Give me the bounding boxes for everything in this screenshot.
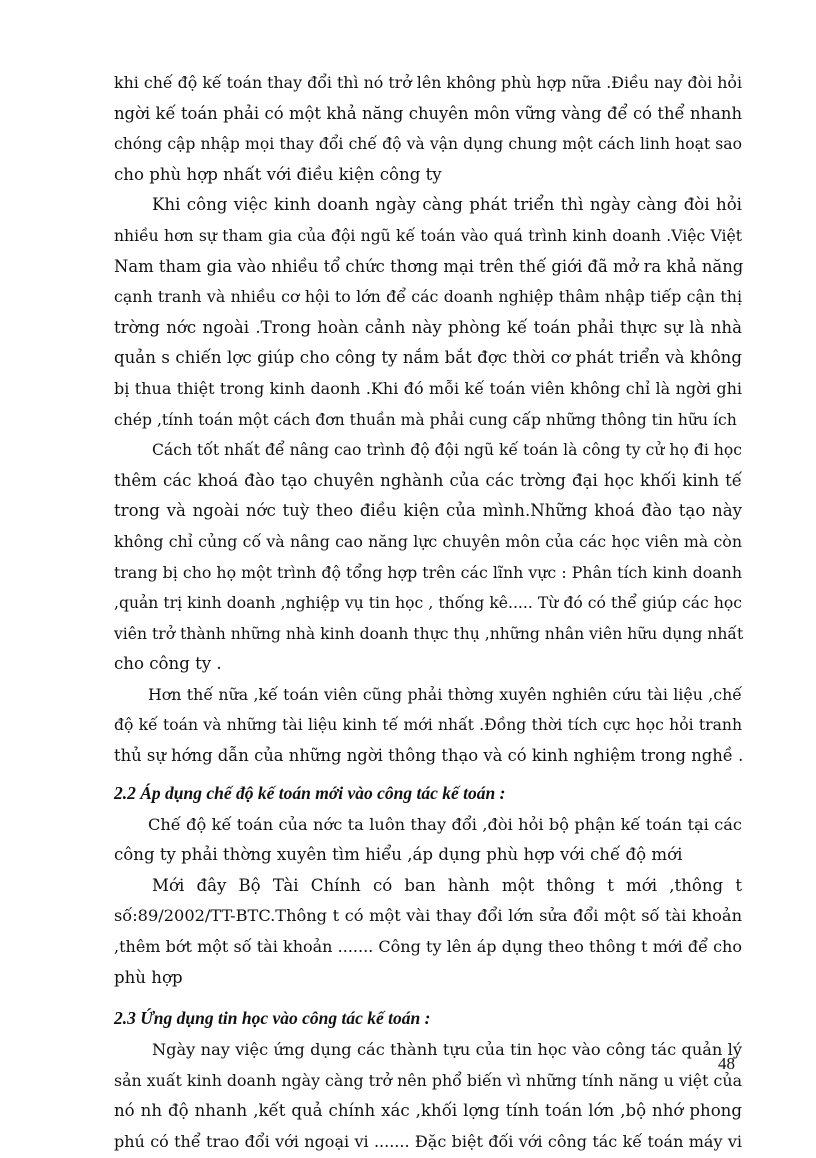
paragraph: [114, 810, 742, 871]
text-line: Cách tốt nhất để nâng cao trình độ đội ngũ kế toán là công ty cử họ đi học: [152, 441, 742, 460]
text-line: trang bị cho họ một trình độ tổng hợp trên các lĩnh vực : Phân tích kinh doanh: [114, 562, 742, 582]
text-line: ,thêm bớt một số tài khoản ....... Công ty lên áp dụng theo thông t mới để cho: [114, 937, 742, 957]
text-line: độ kế toán và những tài liệu kinh tế mới nhất .Đồng thời tích cực học hỏi tranh: [114, 716, 742, 735]
section-heading: 2.2 Áp dụng chế độ kế toán mới vào công tác kế toán :: [114, 782, 506, 803]
text-line: Chế độ kế toán của nớc ta luôn thay đổi ,đòi hỏi bộ phận kế toán tại các: [148, 814, 742, 834]
text-line: khi chế độ kế toán thay đổi thì nó trở lên không phù hợp nữa .Điều nay đòi hỏi: [114, 73, 742, 92]
paragraph: [114, 680, 742, 772]
text-line: trờng nớc ngoài .Trong hoàn cảnh này phòng kế toán phải thực sự là nhà: [114, 317, 742, 337]
text-line: Khi công việc kinh doanh ngày càng phát triển thì ngày càng đòi hỏi: [152, 195, 742, 215]
text-line: viên trở thành những nhà kinh doanh thực thụ ,những nhân viên hữu dụng nhất: [114, 624, 744, 643]
paragraph: [114, 871, 742, 993]
text-line: cạnh tranh và nhiều cơ hội to lớn để các doanh nghiệp thâm nhập tiếp cận thị: [114, 287, 742, 307]
text-line: thêm các khoá đào tạo chuyên nghành của các trờng đại học khối kinh tế: [114, 470, 742, 490]
text-line: công ty phải thờng xuyên tìm hiểu ,áp dụng phù hợp với chế độ mới: [114, 845, 683, 865]
page-number: 48: [718, 1054, 735, 1073]
paragraph: [114, 435, 742, 680]
text-line: Mới đây Bộ Tài Chính có ban hành một thông t mới ,thông t: [152, 875, 742, 895]
text-line: Nam tham gia vào nhiều tổ chức thơng mại trên thế giới đã mở ra khả năng: [114, 256, 744, 276]
text-line: ,quản trị kinh doanh ,nghiệp vụ tin học , thống kê..... Từ đó có thể giúp các học: [114, 594, 742, 613]
text-line: quản s chiến lợc giúp cho công ty nắm bắt đợc thời cơ phát triển và không: [114, 348, 742, 368]
text-line: chóng cập nhập mọi thay đổi chế độ và vận dụng chung một cách linh hoạt sao: [114, 135, 742, 154]
document-page: [114, 68, 742, 1158]
text-line: số:89/2002/TT-BTC.Thông t có một vài thay đổi lớn sửa đổi một số tài khoản: [114, 906, 742, 926]
text-line: không chỉ củng cố và nâng cao năng lực chuyên môn của các học viên mà còn: [114, 531, 742, 551]
text-line: phù hợp: [114, 967, 183, 987]
text-line: Ngày nay việc ứng dụng các thành tựu của tin học vào công tác quản lý: [152, 1040, 742, 1060]
text-line: Hơn thế nữa ,kế toán viên cũng phải thờng xuyên nghiên cứu tài liệu ,chế: [148, 684, 742, 704]
text-line: phú có thể trao đổi với ngoại vi ....... Đặc biệt đối với công tác kế toán máy vi: [114, 1132, 742, 1151]
text-line: thủ sự hớng dẫn của những ngời thông thạo và có kinh nghiệm trong nghề .: [114, 746, 744, 766]
text-line: bị thua thiệt trong kinh daonh .Khi đó mỗi kế toán viên không chỉ là ngời ghi: [114, 378, 742, 398]
text-line: cho công ty .: [114, 654, 222, 674]
text-line: chép ,tính toán một cách đơn thuần mà phải cung cấp những thông tin hữu ích: [114, 410, 737, 429]
text-line: nó nh độ nhanh ,kết quả chính xác ,khối lợng tính toán lớn ,bộ nhớ phong: [114, 1101, 742, 1121]
paragraph: [114, 68, 742, 190]
text-line: nhiều hơn sự tham gia của đội ngũ kế toán vào quá trình kinh doanh .Việc Việt: [114, 226, 742, 245]
section-heading: 2.3 Ứng dụng tin học vào công tác kế toán :: [114, 1008, 431, 1029]
text-line: cho phù hợp nhất với điều kiện công ty: [114, 164, 442, 184]
text-line: trong và ngoài nớc tuỳ theo điều kiện của mình.Những khoá đào tạo này: [114, 501, 742, 521]
text-line: ngời kế toán phải có một khả năng chuyên môn vững vàng để có thể nhanh: [114, 103, 742, 123]
paragraph: [114, 190, 742, 435]
text-line: sản xuất kinh doanh ngày càng trở nên phổ biến vì những tính năng u việt của: [114, 1070, 742, 1090]
paragraph: [114, 1035, 742, 1157]
